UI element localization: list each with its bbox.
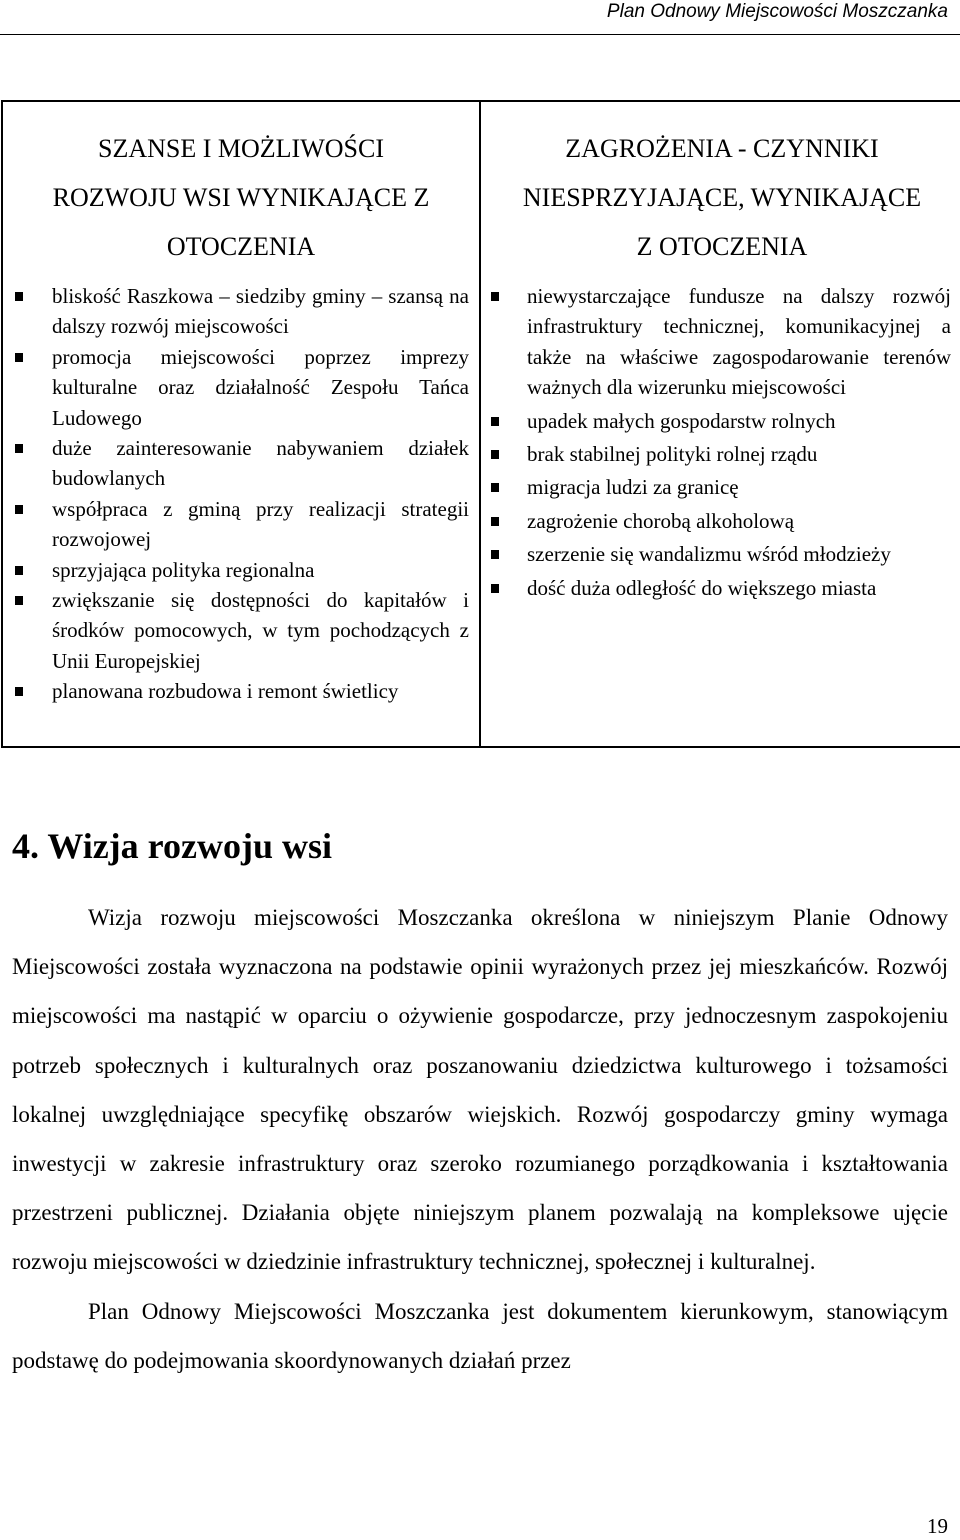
heading-line: ZAGROŻENIA - CZYNNIKI [565,134,879,163]
header-rule [0,34,960,35]
page-number: 19 [927,1514,948,1538]
list-item: zagrożenie chorobą alkoholową [527,506,951,536]
opportunities-column [2,101,480,747]
opportunities-list [3,281,479,707]
paragraph: Wizja rozwoju miejscowości Moszczanka określona w niniejszym Planie Odnowy Miejscowości została wyznaczona na podstawie opinii wyrażonych przez jej mieszkańców. Rozwój miejscowości ma nastąpić w oparciu o ożywienie gospodarcze, przy jednoczesnym zaspokojeniu potrzeb społecznych i kulturalnych oraz poszanowaniu dziedzictwa kulturowego i tożsamości lokalnej uwzględniające specyfikę obszarów wiejskich. Rozwój gospodarczy gminy wymaga inwestycji w zakresie infrastruktury oraz szeroko rozumianego porządkowania i kształtowania przestrzeni publicznej. Działania objęte niniejszym planem pozwalają na kompleksowe ujęcie rozwoju miejscowości w dziedzinie infrastruktury technicznej, społecznej i kulturalnej. [12,905,948,1275]
list-item: dość duża odległość do większego miasta [527,573,951,603]
opportunities-heading [3,102,479,281]
list-item: szerzenie się wandalizmu wśród młodzieży [527,539,951,569]
heading-line: Z OTOCZENIA [636,232,808,261]
list-item: planowana rozbudowa i remont świetlicy [52,676,469,706]
list-item: zwiększanie się dostępności do kapitałów i środków pomocowych, w tym pochodzących z Unii Europejskiej [52,585,469,676]
threats-column [480,101,960,747]
list-item: upadek małych gospodarstw rolnych [527,406,951,436]
list-item: promocja miejscowości poprzez imprezy kulturalne oraz działalność Zespołu Tańca Ludowego [52,342,469,433]
threats-heading [481,102,960,281]
paragraph: Plan Odnowy Miejscowości Moszczanka jest dokumentem kierunkowym, stanowiącym podstawę do podejmowania skoordynowanych działań przez [12,1298,948,1373]
list-item: bliskość Raszkowa – siedziby gminy – szansą na dalszy rozwój miejscowości [52,281,469,342]
body-text [12,893,948,1385]
heading-line: ROZWOJU WSI WYNIKAJĄCE Z [52,183,430,212]
running-header: Plan Odnowy Miejscowości Moszczanka [606,1,948,22]
list-item: brak stabilnej polityki rolnej rządu [527,439,951,469]
list-item: migracja ludzi za granicę [527,472,951,502]
heading-line: OTOCZENIA [166,232,316,261]
heading-line: NIESPRZYJAJĄCE, WYNIKAJĄCE [522,183,922,212]
list-item: współpraca z gminą przy realizacji strategii rozwojowej [52,494,469,555]
list-item: niewystarczające fundusze na dalszy rozwój infrastruktury technicznej, komunikacyjnej a także na właściwe zagospodarowanie terenów ważnych dla wizerunku miejscowości [527,281,951,403]
threats-list [481,281,960,603]
heading-line: SZANSE I MOŻLIWOŚCI [98,134,384,163]
list-item: sprzyjająca polityka regionalna [52,555,469,585]
list-item: duże zainteresowanie nabywaniem działek budowlanych [52,433,469,494]
swot-table [1,100,960,748]
section-heading: 4. Wizja rozwoju wsi [12,826,332,866]
